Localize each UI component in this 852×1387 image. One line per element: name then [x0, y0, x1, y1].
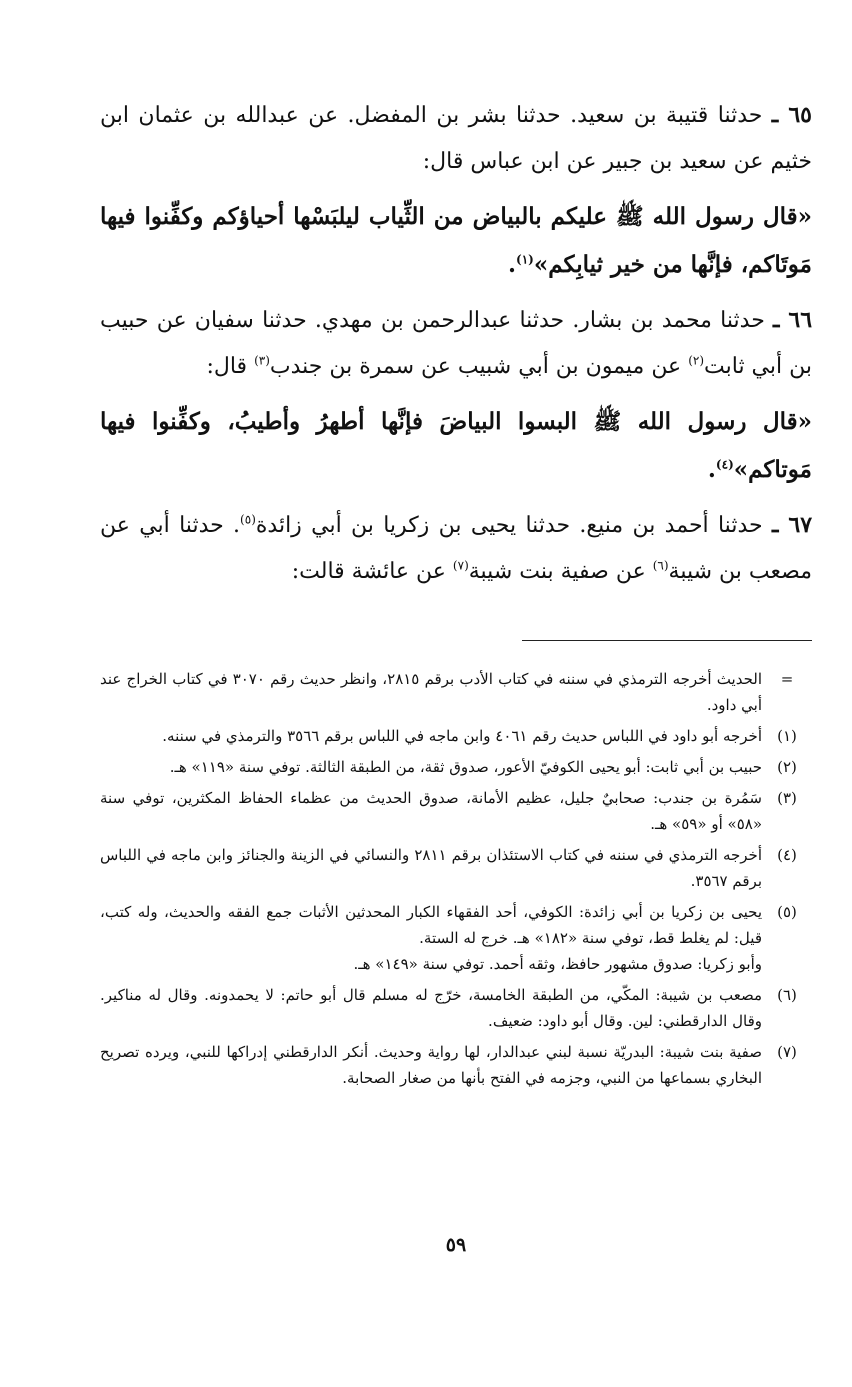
matn-end: . [508, 251, 517, 278]
footnote-body [100, 1039, 762, 1091]
book-page [100, 92, 812, 1332]
footnote-text: صفية بنت شيبة: البدريّة نسبة لبني عبدالدار، لها رواية وحديث. أنكر الدارقطني إدراكها للنبي، ويرده تصريح البخاري بسماعها من النبي، وجزمه في الفتح بأنها من صغار الصحابة. [100, 1043, 762, 1087]
matn-text: «قال رسول الله ﷺ البسوا البياضَ فإنَّها أطهرُ وأطيبُ، وكفِّنوا فيها مَوتاكم» [100, 408, 812, 483]
footnote-mark: (٧) [777, 1043, 797, 1061]
footnotes [100, 666, 812, 1096]
footnote-mark: (٤) [777, 846, 797, 864]
footnote-mark: (١) [777, 727, 797, 745]
footnote-7 [100, 1039, 812, 1091]
matn-end: . [707, 456, 716, 483]
isnad-text: عن ميمون بن أبي شبيب عن سمرة بن جندب [269, 354, 689, 379]
hadith-65-matn [100, 193, 812, 289]
footnote-continued [100, 666, 812, 718]
footnote-ref: (٢) [688, 353, 705, 368]
footnote-6 [100, 982, 812, 1034]
isnad-text: عن صفية بنت شيبة [468, 559, 653, 584]
footnote-2 [100, 754, 812, 780]
hadith-number: ٦٧ ـ [771, 512, 813, 538]
footnote-ref: (٧) [452, 558, 469, 573]
isnad-text: حدثنا محمد بن بشار. حدثنا عبدالرحمن بن مهدي. حدثنا سفيان عن حبيب بن أبي ثابت [100, 308, 812, 379]
footnote-3 [100, 785, 812, 837]
footnote-body [100, 754, 762, 780]
footnote-1 [100, 723, 812, 749]
footnote-separator [522, 640, 812, 641]
footnote-body [100, 982, 762, 1034]
matn-text: «قال رسول الله ﷺ عليكم بالبياض من الثِّياب ليلبَسْها أحياؤكم وكفِّنوا فيها مَوتَاكم، فإنَّها من خير ثيابِكم» [100, 203, 812, 278]
footnote-5 [100, 899, 812, 977]
footnote-text: أخرجه أبو داود في اللباس حديث رقم ٤٠٦١ وابن ماجه في اللباس برقم ٣٥٦٦ والترمذي في سننه. [162, 727, 762, 745]
footnote-body [100, 899, 762, 977]
footnote-text: حبيب بن أبي ثابت: أبو يحيى الكوفيّ الأعور، صدوق ثقة، من الطبقة الثالثة. توفي سنة «١١٩» هـ. [169, 758, 762, 776]
isnad-text: قال: [206, 354, 255, 379]
isnad-text: عن عائشة قالت: [291, 559, 453, 584]
hadith-67-isnad [100, 502, 812, 595]
footnote-4 [100, 842, 812, 894]
footnote-mark: (٣) [777, 789, 797, 807]
footnote-ref: (١) [516, 252, 534, 267]
hadith-66-matn [100, 398, 812, 494]
footnote-ref: (٣) [254, 353, 270, 368]
footnote-mark: = [780, 670, 794, 688]
footnote-text: يحيى بن زكريا بن أبي زائدة: الكوفي، أحد الفقهاء الكبار المحدثين الأثبات جمع الفقه والحديث، وله كتب، قيل: لم يغلط قط، توفي سنة «١٨٢» هـ. خرج له الستة. [100, 903, 762, 947]
isnad-text: حدثنا قتيبة بن سعيد. حدثنا بشر بن المفضل. عن عبدالله بن عثمان ابن خثيم عن سعيد بن جبير عن ابن عباس قال: [100, 103, 812, 174]
hadith-number: ٦٥ ـ [771, 102, 812, 128]
footnote-ref: (٤) [715, 457, 734, 472]
footnote-body [100, 785, 762, 837]
hadith-66-isnad [100, 297, 812, 390]
footnote-text: سَمُرة بن جندب: صحابيٌ جليل، عظيم الأمانة، صدوق الحديث من عظماء الحفاظ المكثرين، توفي سنة «٥٨» أو «٥٩» هـ. [100, 789, 762, 833]
isnad-text: . حدثنا أبي عن مصعب بن شيبة [100, 513, 812, 584]
footnote-ref: (٥) [240, 512, 256, 527]
hadith-65-isnad [100, 92, 812, 185]
isnad-text: حدثنا أحمد بن منيع. حدثنا يحيى بن زكريا بن أبي زائدة [255, 513, 772, 538]
footnote-text: أخرجه الترمذي في سننه في كتاب الاستئذان برقم ٢٨١١ والنسائي في الزينة والجنائز وابن ماجه في اللباس برقم ٣٥٦٧. [100, 846, 762, 890]
footnote-body [100, 666, 762, 718]
footnote-text: مصعب بن شيبة: المكّي، من الطبقة الخامسة، خرّج له مسلم قال أبو حاتم: لا يحمدونه. وقال له مناكير. وقال الدارقطني: لين. وقال أبو داود: ضعيف. [100, 986, 762, 1030]
footnote-mark: (٢) [777, 758, 797, 776]
footnote-mark: (٦) [777, 986, 797, 1004]
hadith-number: ٦٦ ـ [773, 307, 813, 333]
footnote-body [100, 723, 762, 749]
footnote-text: الحديث أخرجه الترمذي في سننه في كتاب الأدب برقم ٢٨١٥، وانظر حديث رقم ٣٠٧٠ في كتاب الخراج عند أبي داود. [100, 670, 762, 714]
footnote-text: وأبو زكريا: صدوق مشهور حافظ، وثقه أحمد. توفي سنة «١٤٩» هـ. [353, 955, 762, 973]
page-number: ٥٩ [445, 1234, 467, 1256]
footnote-body [100, 842, 762, 894]
footnote-ref: (٦) [652, 558, 669, 573]
footnote-mark: (٥) [777, 903, 797, 921]
